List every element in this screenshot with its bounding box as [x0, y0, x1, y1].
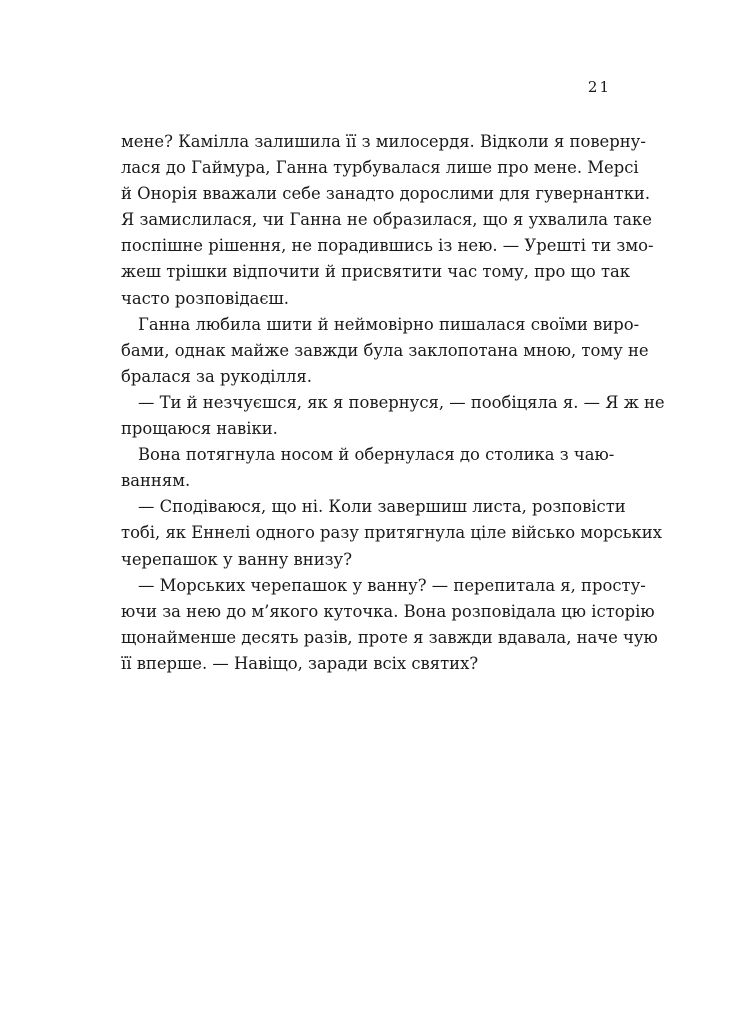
text-line: мене? Камілла залишила її з милосердя. Відколи я поверну- — [121, 132, 646, 151]
text-line: тобі, як Еннелі одного разу притягнула ціле військо морських — [121, 523, 662, 543]
text-line: прощаюся навіки. — [121, 419, 278, 439]
text-line: — Ти й незчуєшся, як я повернуся, — пообіцяла я. — Я ж не — [138, 392, 665, 412]
body-text — [121, 129, 665, 677]
text-line: ванням. — [121, 471, 191, 491]
text-line: жеш трішки відпочити й присвятити час тому, про що так — [121, 262, 631, 282]
text-line: — Морських черепашок у ванну? — перепитала я, просту- — [138, 575, 646, 595]
text-line: бами, однак майже завжди була заклопотана мною, тому не — [121, 340, 649, 360]
text-line: й Онорія вважали себе занадто дорослими для гувернантки. — [121, 184, 651, 204]
page-number: 21 — [587, 78, 611, 96]
text-line: Вона потягнула носом й обернулася до столика з чаю- — [138, 445, 615, 465]
text-line: щонайменше десять разів, проте я завжди вдавала, наче чую — [121, 627, 658, 647]
text-line: бралася за рукоділля. — [121, 366, 312, 386]
text-line: поспішне рішення, не порадившись із нею. — Урешті ти змо- — [121, 236, 654, 256]
text-line: — Сподіваюся, що ні. Коли завершиш листа, розповісти — [138, 497, 626, 517]
text-line: часто розповідаєш. — [121, 288, 289, 308]
text-line: її вперше. — Навіщо, заради всіх святих? — [121, 653, 479, 673]
text-line: черепашок у ванну внизу? — [121, 549, 352, 569]
text-line: Ганна любила шити й неймовірно пишалася своїми виро- — [138, 314, 640, 334]
text-line: ючи за нею до м’якого куточка. Вона розповідала цю історію — [121, 601, 655, 621]
text-line: лася до Гаймура, Ганна турбувалася лише про мене. Мерсі — [121, 158, 639, 178]
text-line: Я замислилася, чи Ганна не образилася, що я ухвалила таке — [121, 210, 652, 230]
